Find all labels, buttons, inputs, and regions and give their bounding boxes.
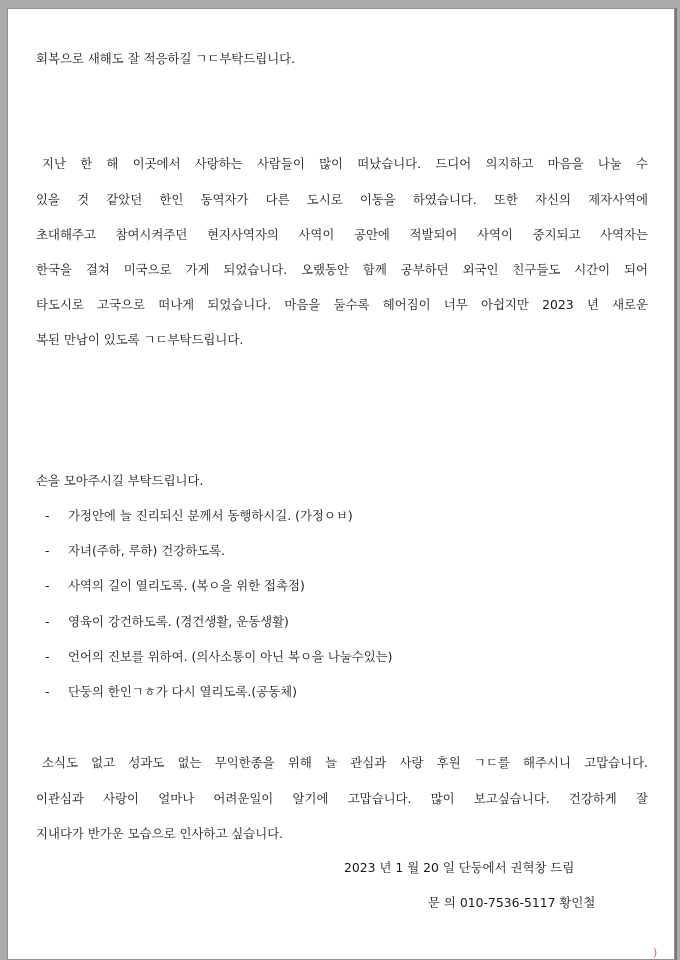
- contact-line: 문 의 010-7536-5117 황인철: [428, 895, 596, 910]
- bullet-marker: -: [45, 649, 50, 664]
- prayer-item-text: 사역의 길이 열리도록. (복ㅇ을 위한 접촉점): [68, 578, 305, 593]
- prayer-intro: 손을 모아주시길 부탁드립니다.: [36, 473, 204, 488]
- closing-line-1: 소식도 없고 성과도 없는 무익한종을 위해 늘 관심과 사랑 후원 ㄱㄷ를 해주시니 고맙습니다.: [42, 755, 648, 770]
- bullet-marker: -: [45, 684, 50, 699]
- prayer-item-text: 자녀(주하, 루하) 건강하도록.: [68, 543, 226, 558]
- paragraph1-line-1: 지난 한 해 이곳에서 사랑하는 사람들이 많이 떠났습니다. 드디어 의지하고 마음을 나눌 수: [42, 156, 648, 171]
- intro-line: 회복으로 새해도 잘 적응하길 ㄱㄷ부탁드립니다.: [36, 51, 296, 66]
- paragraph1-line-2: 있을 것 같았던 한인 동역자가 다른 도시로 이동을 하였습니다. 또한 자신의 제자사역에: [36, 192, 648, 207]
- closing-line-2: 이관심과 사랑이 얼마나 어려운일이 알기에 고맙습니다. 많이 보고싶습니다. 건강하게 잘: [36, 791, 648, 806]
- prayer-item-text: 언어의 진보를 위하여. (의사소통이 아닌 복ㅇ을 나눌수있는): [68, 649, 393, 664]
- bullet-marker: -: [45, 508, 50, 523]
- closing-line-3: 지내다가 반가운 모습으로 인사하고 싶습니다.: [36, 826, 284, 841]
- document-page: [7, 8, 675, 960]
- paragraph1-line-4: 한국을 걸쳐 미국으로 가게 되었습니다. 오랬동안 함께 공부하던 외국인 친구들도 시간이 되어: [36, 262, 648, 277]
- prayer-item-text: 영육이 강건하도록. (경건생활, 운동생활): [68, 614, 289, 629]
- corner-mark: ): [653, 946, 658, 959]
- bullet-marker: -: [45, 614, 50, 629]
- prayer-item-text: 가정안에 늘 진리되신 분께서 동행하시길. (가정ㅇㅂ): [68, 508, 353, 523]
- bullet-marker: -: [45, 578, 50, 593]
- paragraph1-line-6: 복된 만남이 있도록 ㄱㄷ부탁드립니다.: [36, 332, 244, 347]
- prayer-item-text: 단둥의 한인ㄱㅎ가 다시 열리도록.(공동체): [68, 684, 297, 699]
- bullet-marker: -: [45, 543, 50, 558]
- paragraph1-line-3: 초대해주고 참여시켜주던 현지사역자의 사역이 공안에 적발되어 사역이 중지되고 사역자는: [36, 227, 648, 242]
- paragraph1-line-5: 타도시로 고국으로 떠나게 되었습니다. 마음을 둘수록 헤어짐이 너무 아쉽지만 2023 년 새로운: [36, 297, 648, 312]
- signature: 2023 년 1 월 20 일 단둥에서 권혁창 드림: [344, 860, 575, 875]
